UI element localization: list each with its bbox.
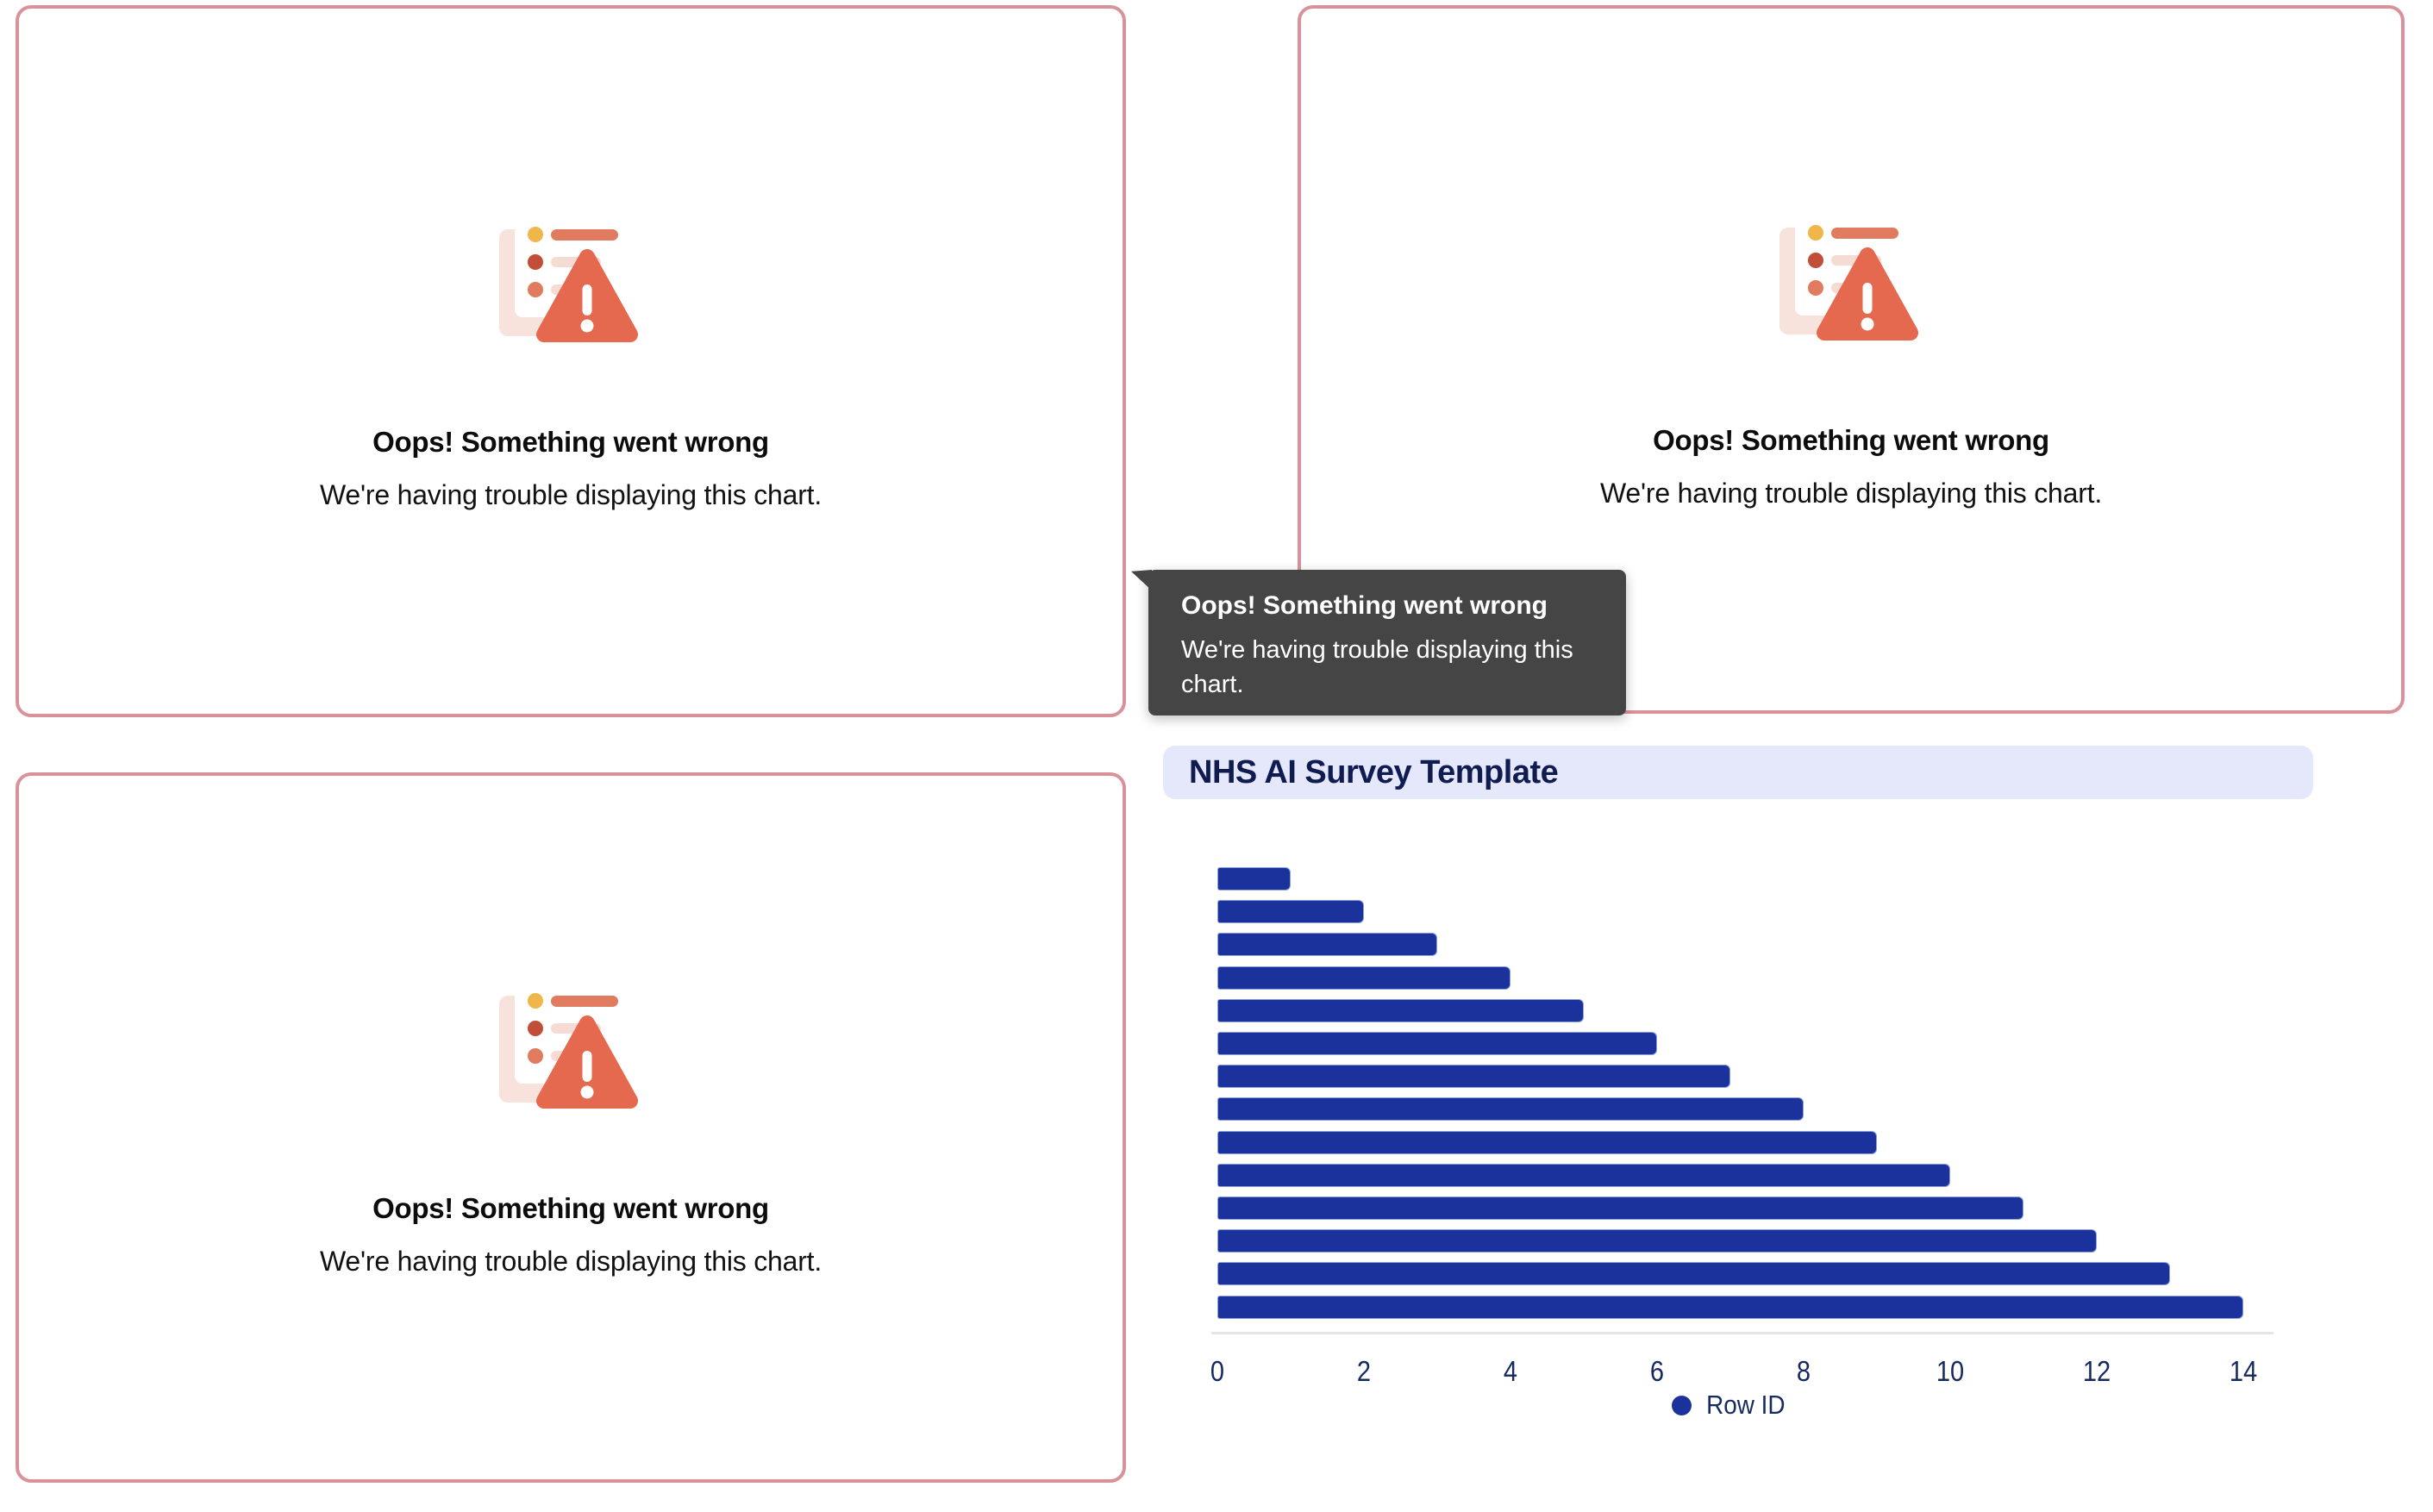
chart-title-bar — [1163, 746, 2313, 799]
bar[interactable] — [1217, 1296, 2243, 1319]
chart-title: NHS AI Survey Template — [1189, 753, 1559, 790]
bar[interactable] — [1217, 867, 1291, 890]
chart-error-warning-icon — [1778, 210, 1924, 345]
x-axis-tick-label: 12 — [2082, 1355, 2111, 1387]
bar[interactable] — [1217, 999, 1584, 1022]
error-title: Oops! Something went wrong — [1653, 423, 2049, 456]
error-title: Oops! Something went wrong — [372, 1191, 769, 1224]
bar[interactable] — [1217, 1097, 1804, 1121]
bar[interactable] — [1217, 1032, 1657, 1055]
legend-label: Row ID — [1705, 1390, 1786, 1420]
tooltip-message: We're having trouble displaying this chart. — [1181, 636, 1573, 698]
x-axis-ticks — [1210, 1355, 2261, 1390]
legend-dot-icon — [1672, 1396, 1692, 1415]
bar[interactable] — [1217, 1065, 1730, 1088]
x-axis-tick-label: 10 — [1936, 1355, 1965, 1387]
error-card-top-left — [16, 5, 1126, 717]
bar-plot — [1217, 867, 2261, 1328]
error-message: We're having trouble displaying this chart. — [319, 478, 822, 510]
tooltip-title: Oops! Something went wrong — [1181, 591, 1548, 620]
bar[interactable] — [1217, 1229, 2097, 1253]
bar[interactable] — [1217, 900, 1364, 923]
bar[interactable] — [1217, 966, 1510, 990]
x-axis-tick-label: 8 — [1796, 1355, 1811, 1387]
bar[interactable] — [1217, 1164, 1950, 1187]
error-message: We're having trouble displaying this chart. — [319, 1245, 822, 1277]
error-card-bottom-left — [16, 772, 1126, 1483]
error-message: We're having trouble displaying this chart. — [1599, 477, 2103, 509]
error-tooltip — [1148, 570, 1626, 715]
bar[interactable] — [1217, 1196, 2023, 1220]
error-title: Oops! Something went wrong — [372, 425, 769, 458]
bar[interactable] — [1217, 933, 1437, 956]
bar[interactable] — [1217, 1262, 2170, 1285]
x-axis-tick-label: 2 — [1356, 1355, 1372, 1387]
bar[interactable] — [1217, 1131, 1877, 1154]
x-axis-tick-label: 14 — [2229, 1355, 2258, 1387]
tooltip-pointer-icon — [1131, 570, 1152, 590]
x-axis-tick-label: 6 — [1649, 1355, 1665, 1387]
chart-error-warning-icon — [497, 978, 644, 1113]
x-axis-tick-label: 4 — [1503, 1355, 1518, 1387]
chart-error-warning-icon — [497, 212, 644, 347]
chart-legend[interactable] — [1217, 1388, 2243, 1422]
x-axis-tick-label: 0 — [1210, 1355, 1225, 1387]
x-axis-line — [1211, 1332, 2274, 1334]
